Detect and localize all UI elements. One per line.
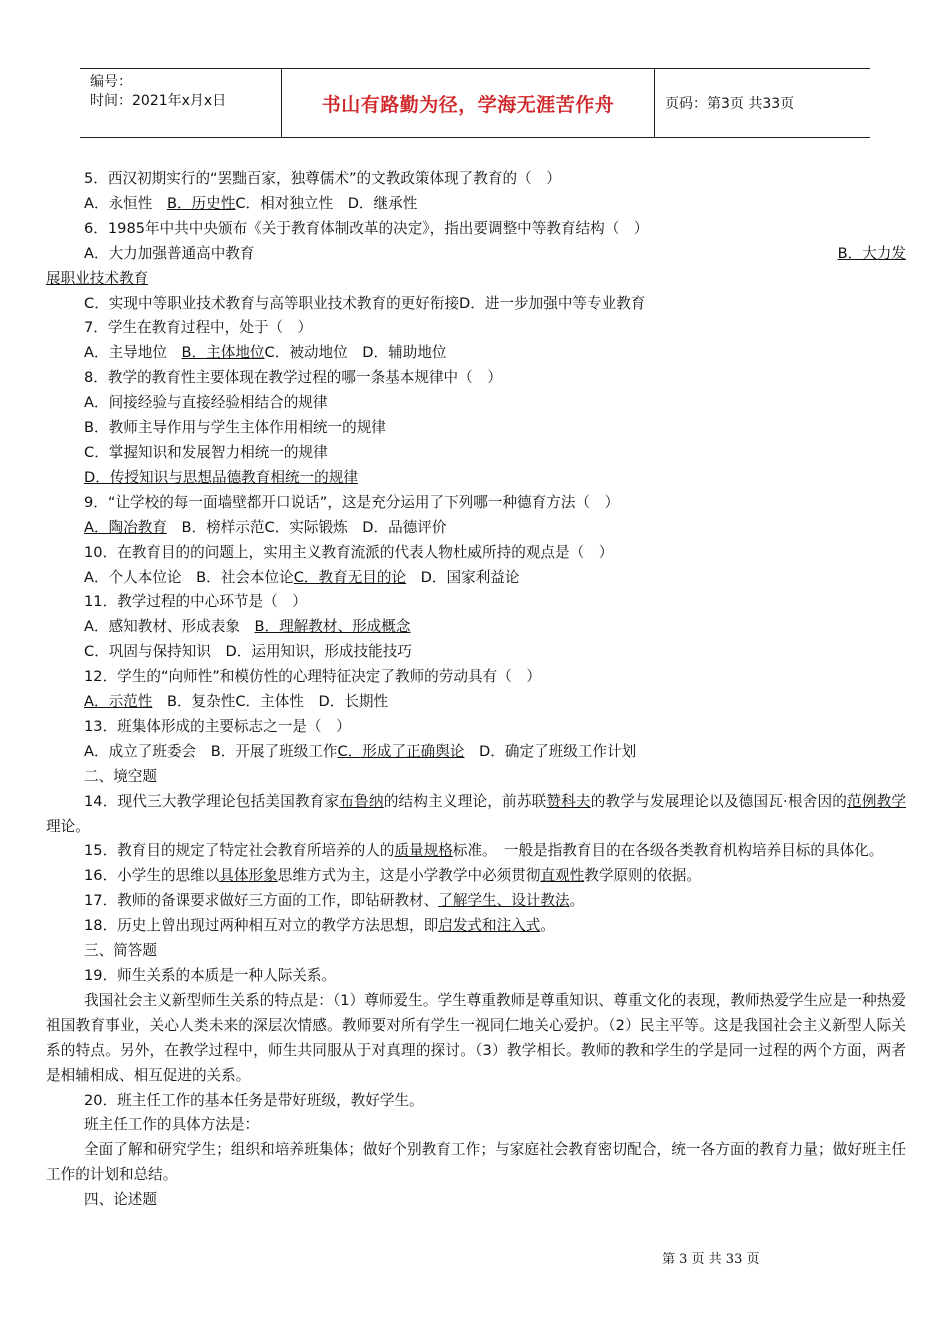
section-short-answer-heading: 三、简答题 bbox=[84, 942, 157, 960]
section-essay-heading: 四、论述题 bbox=[84, 1191, 157, 1209]
answer-option: C．教育无目的论 bbox=[293, 568, 407, 586]
answer-blank: 范例教学 bbox=[847, 792, 906, 810]
option-rest: B．复杂性C．主体性 D．长期性 bbox=[152, 693, 389, 711]
answer-option: A．示范性 bbox=[84, 693, 153, 711]
question-13-options bbox=[46, 740, 906, 765]
answer-blank: 启发式和注入式 bbox=[438, 917, 541, 935]
answer-option: B．历史性 bbox=[166, 194, 236, 212]
text: 18．历史上曾出现过两种相互对立的教学方法思想，即 bbox=[84, 917, 439, 935]
question-11-options-row1 bbox=[46, 615, 906, 640]
question-5-options bbox=[46, 192, 906, 217]
question-6: 6．1985年中共中央颁布《关于教育体制改革的决定》，指出要调整中等教育结构（ ） bbox=[84, 219, 649, 237]
question-11: 11．教学过程的中心环节是（ ） bbox=[84, 593, 307, 611]
page-header bbox=[80, 68, 870, 138]
question-20-answer-intro: 班主任工作的具体方法是： bbox=[84, 1116, 260, 1134]
option-ab: A．个人本位论 B．社会本位论 bbox=[84, 568, 294, 586]
answer-option-continued: 展职业技术教育 bbox=[46, 269, 149, 287]
question-6-options-row3: C．实现中等职业技术教育与高等职业技术教育的更好衔接D．进一步加强中等专业教育 bbox=[84, 294, 646, 312]
text: 17．教师的备课要求做好三方面的工作，即钻研教材、 bbox=[84, 892, 439, 910]
option-cd: C．相对独立性 D．继承性 bbox=[235, 194, 418, 212]
question-11-options-row2: C．巩固与保持知识 D．运用知识，形成技能技巧 bbox=[84, 643, 412, 661]
question-16 bbox=[46, 864, 906, 889]
text: 标准。 一般是指教育目的在各级各类教育机构培养目标的具体化。 bbox=[452, 842, 884, 860]
option-d: D．国家利益论 bbox=[406, 568, 520, 586]
text: 。 bbox=[540, 917, 556, 935]
text: 16．小学生的思维以 bbox=[84, 867, 220, 885]
question-12: 12．学生的“向师性”和模仿性的心理特征决定了教师的劳动具有（ ） bbox=[84, 668, 541, 686]
header-page-number: 页码：第3页 共33页 bbox=[665, 96, 795, 112]
question-20: 20．班主任工作的基本任务是带好班级，教好学生。 bbox=[84, 1091, 424, 1109]
question-6-options-row1 bbox=[46, 242, 906, 267]
header-motto: 书山有路勤为径，学海无涯苦作舟 bbox=[282, 69, 655, 137]
question-9-options bbox=[46, 516, 906, 541]
question-7-options bbox=[46, 341, 906, 366]
question-17 bbox=[46, 889, 906, 914]
question-8-option-c: C．掌握知识和发展智力相统一的规律 bbox=[84, 443, 328, 461]
question-10: 10．在教育目的的问题上，实用主义教育流派的代表人物杜威所持的观点是（ ） bbox=[84, 543, 614, 561]
option-d: D．确定了班级工作计划 bbox=[464, 742, 637, 760]
document-number: 编号： bbox=[90, 74, 132, 90]
answer-option: A．陶冶教育 bbox=[84, 518, 167, 536]
question-18 bbox=[46, 914, 906, 939]
question-10-options bbox=[46, 566, 906, 591]
answer-option: B．主体地位 bbox=[181, 344, 265, 362]
question-5: 5．西汉初期实行的“罢黜百家，独尊儒术”的文教政策体现了教育的（ ） bbox=[84, 170, 561, 187]
text: 15．教育目的规定了特定社会教育所培养的人的 bbox=[84, 842, 395, 860]
text: 理论。 bbox=[46, 817, 90, 835]
text: 的教学与发展理论以及德国瓦·根舍因的 bbox=[590, 792, 848, 810]
option-a: A．大力加强普通高中教育 bbox=[84, 244, 255, 262]
question-9: 9．“让学校的每一面墙壁都开口说话”，这是充分运用了下列哪一种德育方法（ ） bbox=[84, 493, 620, 511]
answer-blank: 直观性 bbox=[540, 867, 585, 885]
option-a: A．永恒性 bbox=[84, 194, 167, 212]
option-ab: A．成立了班委会 B．开展了班级工作 bbox=[84, 742, 338, 760]
option-a: A．主导地位 bbox=[84, 344, 182, 362]
answer-blank: 质量规格 bbox=[394, 842, 453, 860]
question-8-option-d bbox=[46, 466, 906, 491]
document-date: 时间：2021年x月x日 bbox=[90, 93, 227, 109]
question-8: 8．教学的教育性主要体现在教学过程的哪一条基本规律中（ ） bbox=[84, 369, 502, 387]
answer-option: C．形成了正确舆论 bbox=[337, 742, 465, 760]
question-7: 7．学生在教育过程中，处于（ ） bbox=[84, 319, 313, 337]
question-8-option-a: A．间接经验与直接经验相结合的规律 bbox=[84, 394, 328, 412]
document-body bbox=[46, 167, 906, 1213]
text: 思维方式为主，这是小学教学中必须贯彻 bbox=[277, 867, 541, 885]
question-13: 13．班集体形成的主要标志之一是（ ） bbox=[84, 717, 351, 735]
text: 14．现代三大教学理论包括美国教育家 bbox=[84, 792, 340, 810]
page-footer: 第 3 页 共 33 页 bbox=[662, 1252, 760, 1267]
question-15 bbox=[46, 839, 906, 864]
header-meta bbox=[80, 69, 282, 137]
option-rest: B．榜样示范C．实际锻炼 D．品德评价 bbox=[166, 518, 447, 536]
option-cd: C．被动地位 D．辅助地位 bbox=[264, 344, 447, 362]
option-a: A．感知教材、形成表象 bbox=[84, 618, 255, 636]
answer-option: D．传授知识与思想品德教育相统一的规律 bbox=[84, 468, 358, 486]
answer-option: B．大力发 bbox=[837, 244, 906, 262]
answer-blank: 赞科夫 bbox=[546, 792, 591, 810]
text: 。 bbox=[569, 892, 585, 910]
answer-blank: 布鲁纳 bbox=[339, 792, 384, 810]
question-6-options-row2 bbox=[46, 267, 906, 292]
answer-option: B．理解教材、形成概念 bbox=[254, 618, 411, 636]
text: 的结构主义理论，前苏联 bbox=[383, 792, 547, 810]
question-20-answer: 全面了解和研究学生；组织和培养班集体；做好个别教育工作；与家庭社会教育密切配合，统一各方面的教育力量；做好班主任工作的计划和总结。 bbox=[46, 1141, 906, 1184]
answer-blank: 了解学生、设计教法 bbox=[438, 892, 570, 910]
question-12-options bbox=[46, 690, 906, 715]
question-14 bbox=[46, 790, 906, 840]
question-8-option-b: B．教师主导作用与学生主体作用相统一的规律 bbox=[84, 419, 386, 437]
text: 教学原则的依据。 bbox=[584, 867, 701, 885]
section-fill-in-heading: 二、境空题 bbox=[84, 767, 157, 785]
answer-blank: 具体形象 bbox=[219, 867, 278, 885]
question-19: 19．师生关系的本质是一种人际关系。 bbox=[84, 967, 337, 984]
question-19-answer: 我国社会主义新型师生关系的特点是：（1）尊师爱生。学生尊重教师是尊重知识、尊重文化的表现，教师热爱学生应是一种热爱祖国教育事业，关心人类未来的深层次情感。教师要对所有学生一视同仁地关心爱护。（2）民主平等。这是我国社会主义新型人际关系的特点。另外，在教学过程中，师生共同服从于对真理的探讨。（3）教学相长。教师的教和学生的学是同一过程的两个方面，两者是相辅相成、相互促进的关系。 bbox=[46, 991, 906, 1084]
